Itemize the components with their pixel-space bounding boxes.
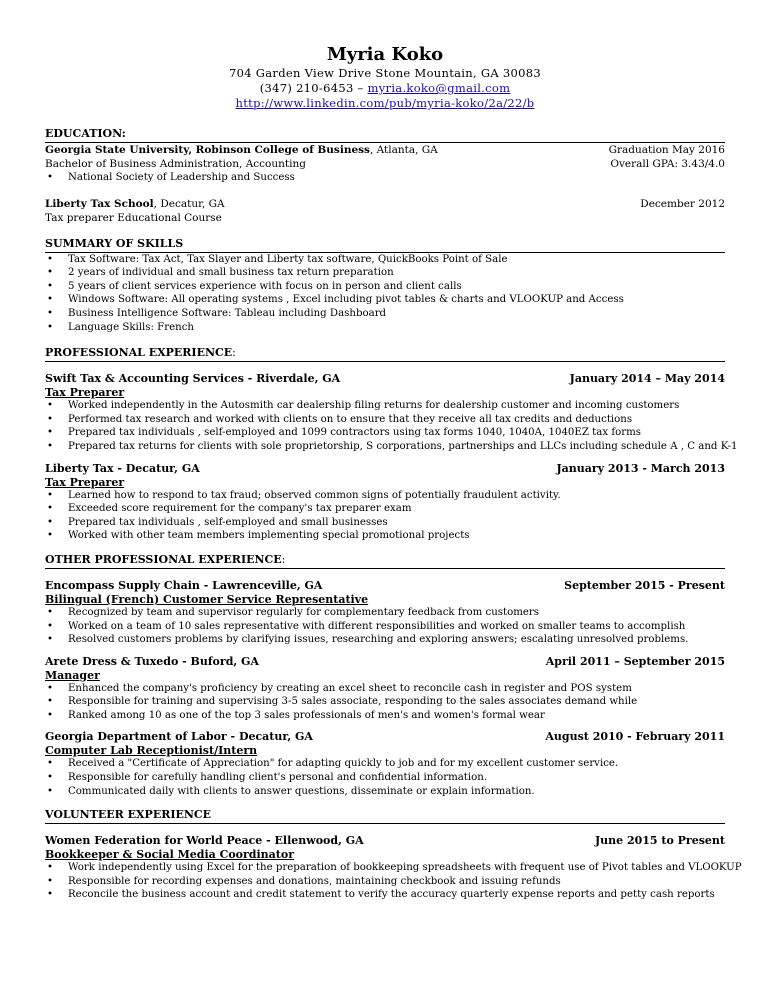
list-item: • Recognized by team and supervisor regularly for complementary feedback from customers — [45, 606, 725, 620]
job-title: Bookkeeper & Social Media Coordinator — [45, 848, 295, 862]
list-item: • Reconcile the business account and credit statement to verify the accuracy quarterly expense reports and petty cash reports — [45, 888, 725, 902]
linkedin-link[interactable]: http://www.linkedin.com/pub/myria-koko/2a/22/b — [235, 96, 535, 110]
job-bullets — [45, 682, 725, 723]
section-other-heading: OTHER PROFESSIONAL EXPERIENCE: — [45, 553, 725, 569]
list-item: • Learned how to respond to tax fraud; observed common signs of potentially fraudulent activity. — [45, 489, 725, 503]
job-bullets — [45, 399, 738, 453]
skills-list — [45, 253, 725, 335]
resume-header — [45, 44, 725, 111]
job-title: Bilingual (French) Customer Service Representative — [45, 592, 369, 606]
job-date: January 2013 - March 2013 — [556, 461, 725, 475]
section-volunteer-heading: VOLUNTEER EXPERIENCE — [45, 808, 725, 824]
list-item: • 5 years of client services experience with focus on in person and client calls — [45, 280, 725, 294]
job-title: Tax Preparer — [45, 475, 125, 489]
job-company: Georgia Department of Labor - Decatur, GA — [45, 730, 313, 744]
job-title: Tax Preparer — [45, 386, 125, 400]
section-skills-heading: SUMMARY OF SKILLS — [45, 237, 725, 253]
candidate-name: Myria Koko — [326, 44, 444, 65]
list-item: • Work independently using Excel for the preparation of bookkeeping spreadsheets with frequent use of Pivot tables and VLOOKUP — [45, 861, 725, 875]
job-bullets — [45, 606, 725, 647]
job-bullets — [45, 861, 742, 902]
gsu-degree: Bachelor of Business Administration, Accounting — [45, 158, 306, 170]
job-header — [45, 462, 725, 476]
list-item: • 2 years of individual and small business tax return preparation — [45, 266, 725, 280]
list-item: • Responsible for training and supervising 3-5 sales associate, responding to the sales associates demand while — [45, 695, 725, 709]
gsu-gpa: Overall GPA: 3.43/4.0 — [610, 158, 725, 170]
job-company: Women Federation for World Peace - Ellenwood, GA — [45, 834, 364, 848]
list-item: • Responsible for recording expenses and donations, maintaining checkbook and issuing refunds — [45, 875, 725, 889]
address: 704 Garden View Drive Stone Mountain, GA 30083 — [228, 66, 542, 80]
gsu-location: , Atlanta, GA — [369, 144, 438, 156]
list-item: • Business Intelligence Software: Tableau including Dashboard — [45, 307, 725, 321]
gsu-date: Graduation May 2016 — [608, 144, 725, 156]
list-item: • Prepared tax returns for clients with sole proprietorship, S corporations, partnerships and LLCs including schedule A , C and K-1 — [45, 440, 725, 454]
education-gsu-degree-row — [45, 157, 725, 171]
lts-course: Tax preparer Educational Course — [45, 211, 222, 224]
resume — [45, 0, 742, 902]
section-education-heading: EDUCATION: — [45, 127, 725, 143]
job-date: August 2010 - February 2011 — [545, 730, 725, 744]
lts-date: December 2012 — [640, 197, 725, 210]
list-item: • Language Skills: French — [45, 321, 725, 335]
job-date: September 2015 - Present — [564, 578, 725, 592]
lts-location: , Decatur, GA — [153, 197, 225, 210]
list-item: • Windows Software: All operating systems , Excel including pivot tables & charts and VLOOKUP and Access — [45, 293, 725, 307]
email-link[interactable]: myria.koko@gmail.com — [367, 81, 511, 95]
lts-school: Liberty Tax School — [45, 197, 154, 210]
list-item: • Prepared tax individuals , self-employed and small businesses — [45, 516, 725, 530]
list-item: • Worked on a team of 10 sales representative with different responsibilities and worked on smaller teams to accomplish — [45, 620, 725, 634]
list-item: • Prepared tax individuals , self-employed and 1099 contractors using tax forms 1040, 1040A, 1040EZ tax forms — [45, 426, 725, 440]
job-company: Liberty Tax - Decatur, GA — [45, 461, 200, 475]
job-date: June 2015 to Present — [594, 834, 725, 848]
list-item: • Performed tax research and worked with clients on to ensure that they receive all tax credits and deductions — [45, 413, 725, 427]
job-company: Encompass Supply Chain - Lawrenceville, GA — [45, 578, 323, 592]
job-bullets — [45, 489, 725, 543]
job-title: Manager — [45, 668, 100, 682]
job-date: April 2011 – September 2015 — [545, 654, 725, 668]
list-item: • Worked independently in the Autosmith car dealership filing returns for dealership customer and incoming customers — [45, 399, 725, 413]
job-header — [45, 655, 725, 669]
list-item: • Ranked among 10 as one of the top 3 sales professionals of men's and women's formal wear — [45, 709, 725, 723]
gsu-bullets — [45, 171, 725, 185]
job-header — [45, 834, 725, 848]
list-item: • Resolved customers problems by clarifying issues, researching and exploring answers; escalating unresolved problems. — [45, 633, 725, 647]
job-header — [45, 579, 725, 593]
list-item: • Tax Software: Tax Act, Tax Slayer and Liberty tax software, QuickBooks Point of Sale — [45, 253, 725, 267]
job-header — [45, 372, 725, 386]
list-item: • Received a "Certificate of Appreciation" for adapting quickly to job and for my excellent customer service. — [45, 757, 725, 771]
list-item: • Enhanced the company's proficiency by creating an excel sheet to reconcile cash in register and POS system — [45, 682, 725, 696]
list-item: • Communicated daily with clients to answer questions, disseminate or explain information. — [45, 785, 725, 799]
list-item: • National Society of Leadership and Success — [45, 171, 725, 185]
education-lts-row — [45, 197, 725, 211]
job-bullets — [45, 757, 725, 798]
job-title: Computer Lab Receptionist/Intern — [45, 744, 258, 758]
contact-line — [45, 81, 725, 96]
job-date: January 2014 – May 2014 — [569, 372, 725, 386]
job-header — [45, 730, 725, 744]
phone: (347) 210-6453 – — [259, 81, 368, 95]
education-gsu-row — [45, 143, 725, 157]
job-company: Arete Dress & Tuxedo - Buford, GA — [45, 654, 259, 668]
gsu-school: Georgia State University, Robinson College of Business — [45, 144, 370, 156]
list-item: • Responsible for carefully handling client's personal and confidential information. — [45, 771, 725, 785]
list-item: • Exceeded score requirement for the company's tax preparer exam — [45, 502, 725, 516]
section-professional-heading: PROFESSIONAL EXPERIENCE: — [45, 346, 725, 362]
job-company: Swift Tax & Accounting Services - Riverdale, GA — [45, 372, 341, 386]
list-item: • Worked with other team members implementing special promotional projects — [45, 529, 725, 543]
